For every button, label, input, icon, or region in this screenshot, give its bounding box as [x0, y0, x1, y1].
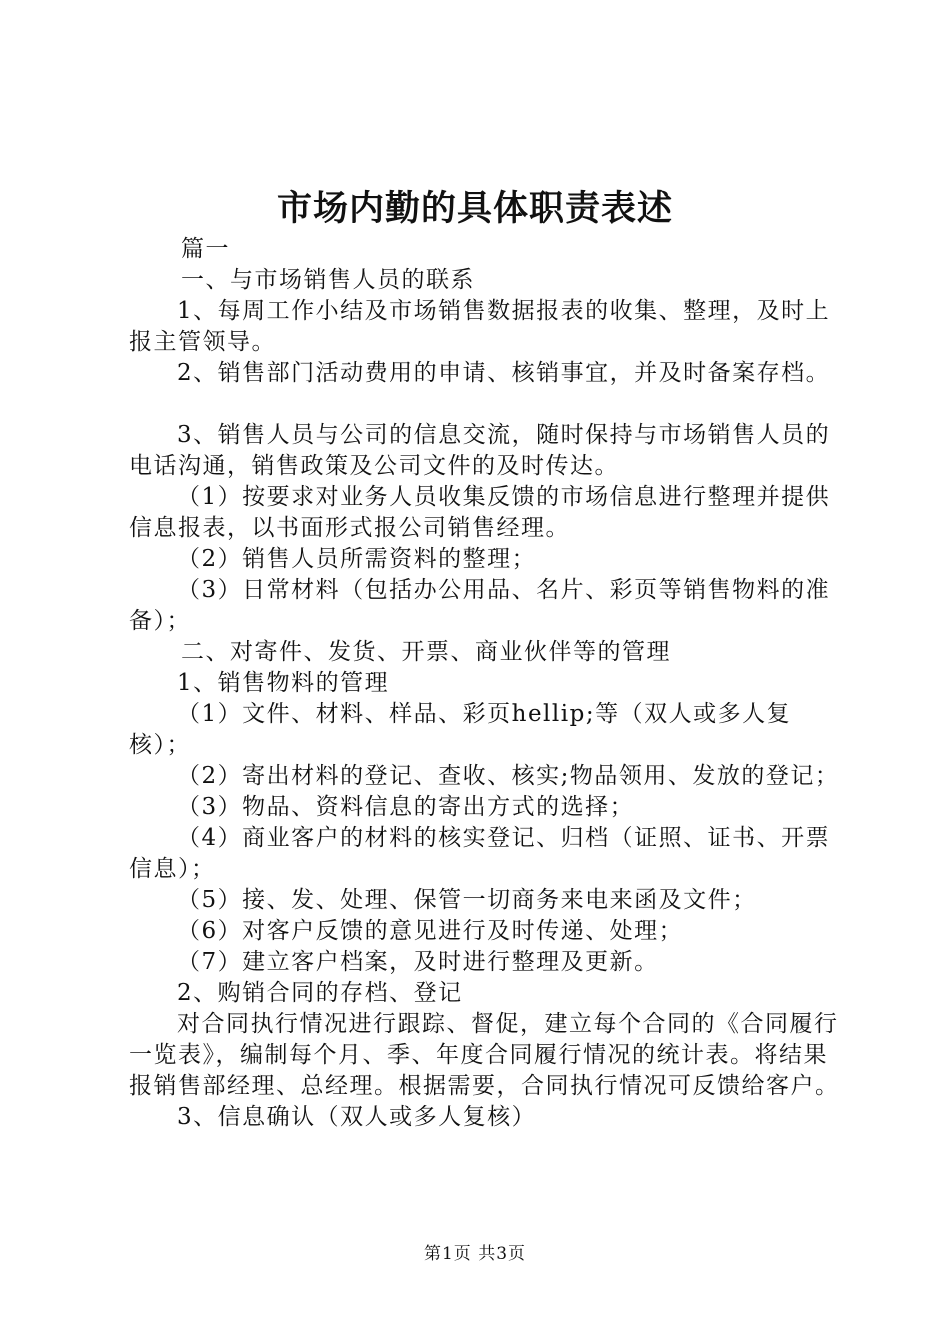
subheading: 1、销售物料的管理 [177, 670, 390, 696]
document-title: 市场内勤的具体职责表述 [276, 188, 673, 229]
paragraph: 3、销售人员与公司的信息交流，随时保持与市场销售人员的电话沟通，销售政策及公司文件的及时传达。 [129, 422, 831, 479]
paragraph: 2、销售部门活动费用的申请、核销事宜，并及时备案存档。 [177, 360, 831, 386]
paragraph: （3）物品、资料信息的寄出方式的选择； [177, 794, 635, 820]
paragraph: （6）对客户反馈的意见进行及时传递、处理； [177, 918, 684, 944]
paragraph: （7）建立客户档案，及时进行整理及更新。 [177, 949, 659, 975]
paragraph: （2）销售人员所需资料的整理； [177, 546, 537, 572]
paragraph: （1）按要求对业务人员收集反馈的市场信息进行整理并提供信息报表，以书面形式报公司销售经理。 [129, 484, 831, 541]
paragraph: （2）寄出材料的登记、查收、核实;物品领用、发放的登记； [177, 763, 840, 789]
paragraph: （4）商业客户的材料的核实登记、归档（证照、证书、开票信息）； [129, 825, 831, 882]
paragraph: 1、每周工作小结及市场销售数据报表的收集、整理，及时上报主管领导。 [129, 298, 831, 355]
paragraph: （5）接、发、处理、保管一切商务来电来函及文件； [177, 887, 757, 913]
subheading: 2、购销合同的存档、登记 [177, 980, 463, 1006]
paragraph: 对合同执行情况进行跟踪、督促，建立每个合同的《合同履行一览表》，编制每个月、季、年度合同履行情况的统计表。将结果报销售部经理、总经理。根据需要，合同执行情况可反馈给客户。 [129, 1011, 840, 1099]
paragraph: （3）日常材料（包括办公用品、名片、彩页等销售物料的准备）； [129, 577, 831, 634]
heading-2: 二、对寄件、发货、开票、商业伙伴等的管理 [181, 639, 671, 665]
page-footer: 第1页 共3页 [423, 1244, 527, 1264]
paragraph: （1）文件、材料、样品、彩页hellip;等（双人或多人复核）； [129, 701, 792, 758]
subheading: 3、信息确认（双人或多人复核） [177, 1104, 537, 1130]
document-body [129, 234, 849, 1133]
heading-1: 一、与市场销售人员的联系 [181, 267, 475, 293]
section-label: 篇一 [181, 236, 230, 262]
